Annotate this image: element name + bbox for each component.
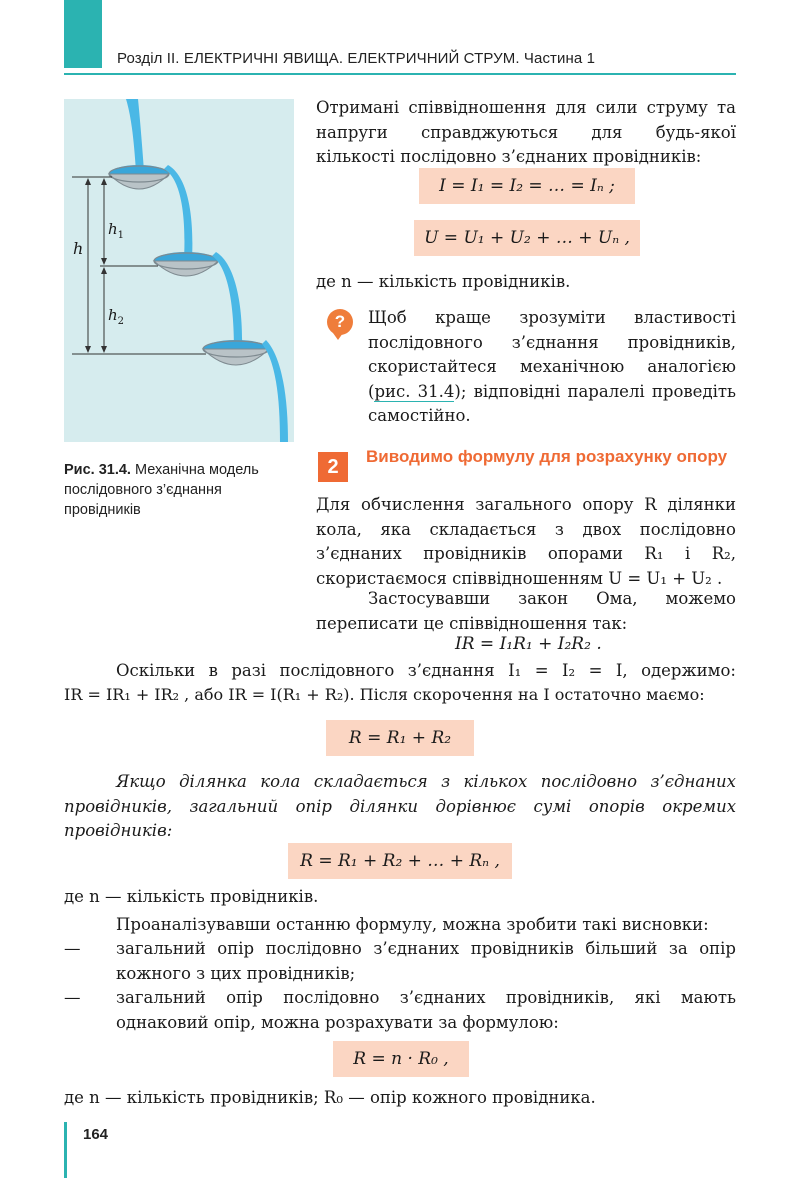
figure-caption-number: Рис. 31.4.: [64, 462, 131, 478]
body-paragraph-3-line-2: IR = IR₁ + IR₂ , або IR = I(R₁ + R₂). Після скорочення на I остаточно маємо:: [64, 685, 705, 704]
page-number: 164: [83, 1126, 109, 1143]
formula-ir: IR = I₁R₁ + I₂R₂ .: [455, 634, 602, 654]
chapter-tab-marker: [64, 0, 102, 68]
section-title: Виводимо формулу для розрахунку опору: [366, 447, 728, 466]
bullet-2: загальний опір послідовно з’єднаних провідників, які мають однаковий опір, можна розрахувати за формулою:: [116, 988, 736, 1032]
bullet-1: загальний опір послідовно з’єднаних провідників більший за опір кожного з цих провідників;: [116, 939, 736, 983]
body-paragraph-3-line-1: Оскільки в разі послідовного з’єднання I₁ = I₂ = I, одержимо:: [116, 661, 736, 680]
where-n-note: де n — кількість провідників.: [316, 272, 571, 291]
question-icon: ?: [327, 309, 353, 335]
conclusion-intro: Проаналізувавши останню формулу, можна зробити такі висновки:: [116, 915, 709, 934]
where-n-note-2: де n — кількість провідників.: [64, 887, 319, 906]
formula-r-sum-n: R = R₁ + R₂ + … + Rₙ ,: [288, 843, 512, 879]
intro-paragraph: Отримані співвідношення для сили струму та напруги справджуються для будь-якої кількості послідовно з’єднаних провідників:: [316, 98, 736, 166]
running-header: Розділ II. ЕЛЕКТРИЧНІ ЯВИЩА. ЕЛЕКТРИЧНИЙ СТРУМ. Частина 1: [117, 50, 596, 67]
figure-caption-text: Механічна модель послідовного з’єднання провідників: [64, 462, 259, 518]
question-paragraph: [368, 306, 736, 429]
figure-reference-link[interactable]: рис. 31.4: [374, 381, 455, 401]
page-edge-marker: [64, 1122, 67, 1178]
label-h2: $h_2$: [108, 306, 125, 327]
water-bowls-illustration: [64, 99, 294, 442]
figure-water-bowls: [64, 99, 294, 442]
header-divider: [64, 73, 736, 75]
section-number-badge: 2: [318, 452, 348, 482]
final-note: де n — кількість провідників; R₀ — опір кожного провідника.: [64, 1088, 596, 1107]
formula-r-n-r0: R = n · R₀ ,: [333, 1041, 469, 1077]
figure-caption: [64, 460, 294, 520]
label-h1: $h_1$: [108, 220, 125, 241]
rule-paragraph: Якщо ділянка кола складається з кількох послідовно з’єднаних провідників, загальний опір ділянки дорівнює сумі опорів окремих провідників:: [64, 772, 736, 840]
question-text-end: ); відповідні паралелі проведіть самостійно.: [368, 381, 736, 425]
bullet-2-dash: —: [64, 988, 81, 1007]
formula-voltage: U = U₁ + U₂ + … + Uₙ ,: [414, 220, 640, 256]
body-paragraph-2: Застосувавши закон Ома, можемо переписати це співвідношення так:: [316, 589, 736, 633]
formula-current: I = I₁ = I₂ = … = Iₙ ;: [419, 168, 635, 204]
body-paragraph-1: Для обчислення загального опору R ділянки кола, яка складається з двох послідовно з’єднаних провідників опорами R₁ і R₂, скористаємося співвідношенням U = U₁ + U₂ .: [316, 495, 736, 588]
bullet-1-dash: —: [64, 939, 81, 958]
label-h: h: [73, 239, 84, 258]
question-text-start: Щоб краще зрозуміти властивості послідовного з’єднання провідників, скористайтеся механічною аналогією (: [368, 308, 736, 401]
formula-r-sum-two: R = R₁ + R₂: [326, 720, 474, 756]
